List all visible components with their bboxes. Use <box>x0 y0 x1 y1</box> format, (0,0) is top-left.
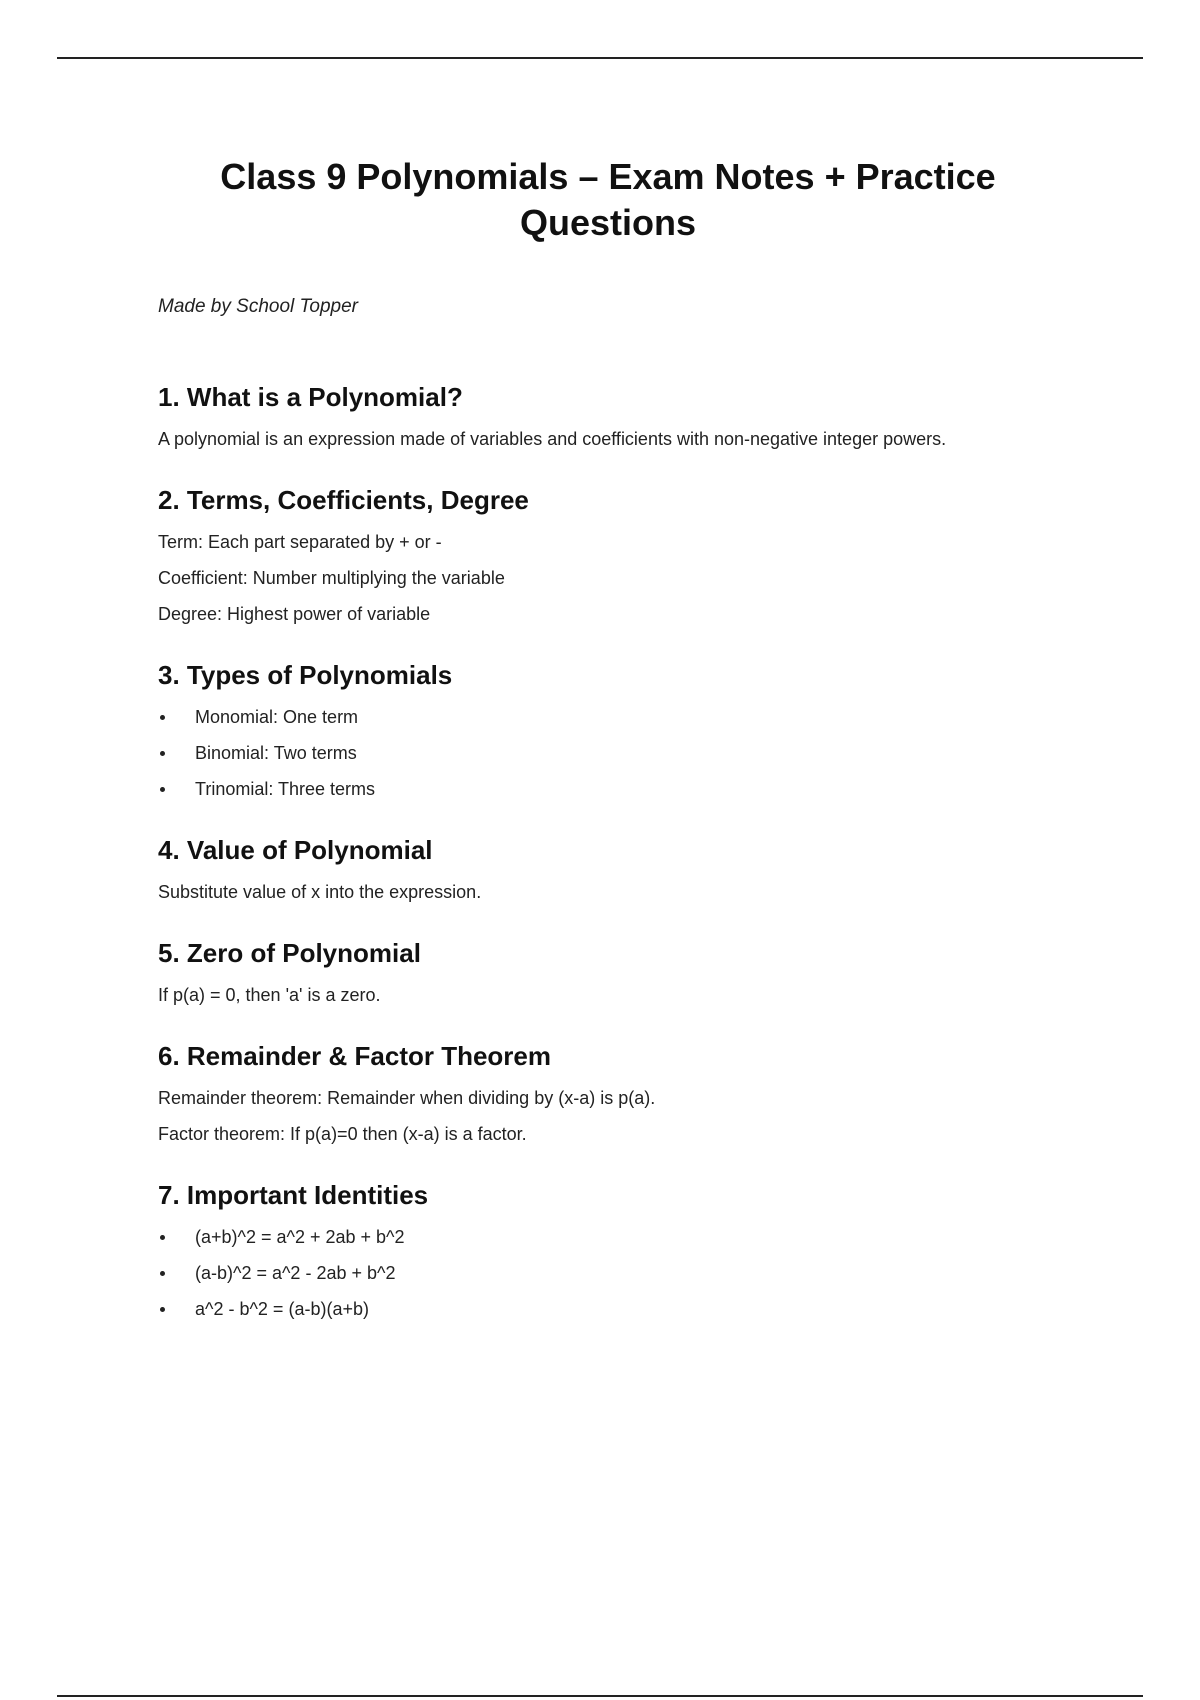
bullet-list <box>158 699 1058 807</box>
section-6 <box>158 1039 1058 1152</box>
byline: Made by School Topper <box>158 296 358 317</box>
list-item <box>158 735 1058 771</box>
document-body <box>158 154 1058 1353</box>
sections <box>158 380 1058 1327</box>
section-3 <box>158 658 1058 807</box>
bullet-list <box>158 1219 1058 1327</box>
section-5 <box>158 936 1058 1013</box>
bullet-icon <box>160 1307 165 1312</box>
section-text: If p(a) = 0, then 'a' is a zero. <box>158 985 381 1005</box>
section-heading: 2. Terms, Coefficients, Degree <box>158 485 529 515</box>
section-text: Substitute value of x into the expression. <box>158 882 482 902</box>
list-item <box>158 1255 1058 1291</box>
top-rule <box>57 57 1143 59</box>
document-title: Class 9 Polynomials – Exam Notes + Practice Questions <box>220 156 996 243</box>
list-item-text: (a-b)^2 = a^2 - 2ab + b^2 <box>195 1263 396 1283</box>
list-item <box>158 1219 1058 1255</box>
section-heading: 1. What is a Polynomial? <box>158 382 463 412</box>
section-text: Term: Each part separated by + or - <box>158 532 442 552</box>
list-item-text: Trinomial: Three terms <box>195 779 376 799</box>
section-heading: 5. Zero of Polynomial <box>158 938 421 968</box>
list-item <box>158 699 1058 735</box>
section-heading: 7. Important Identities <box>158 1180 429 1210</box>
list-item-text: (a+b)^2 = a^2 + 2ab + b^2 <box>195 1227 405 1247</box>
section-1 <box>158 380 1058 457</box>
section-heading: 4. Value of Polynomial <box>158 835 433 865</box>
bullet-icon <box>160 751 165 756</box>
section-text: Degree: Highest power of variable <box>158 604 431 624</box>
bullet-icon <box>160 715 165 720</box>
section-4 <box>158 833 1058 910</box>
section-text: Remainder theorem: Remainder when dividing by (x-a) is p(a). <box>158 1088 656 1108</box>
list-item-text: a^2 - b^2 = (a-b)(a+b) <box>195 1299 369 1319</box>
bullet-icon <box>160 1235 165 1240</box>
list-item <box>158 1291 1058 1327</box>
section-heading: 3. Types of Polynomials <box>158 660 453 690</box>
bottom-rule <box>57 1695 1143 1697</box>
list-item <box>158 771 1058 807</box>
section-2 <box>158 483 1058 632</box>
list-item-text: Monomial: One term <box>195 707 359 727</box>
bullet-icon <box>160 1271 165 1276</box>
section-text: Coefficient: Number multiplying the variable <box>158 568 505 588</box>
bullet-icon <box>160 787 165 792</box>
section-heading: 6. Remainder & Factor Theorem <box>158 1041 551 1071</box>
section-7 <box>158 1178 1058 1327</box>
section-text: A polynomial is an expression made of variables and coefficients with non-negative integer powers. <box>158 429 947 449</box>
list-item-text: Binomial: Two terms <box>195 743 357 763</box>
section-text: Factor theorem: If p(a)=0 then (x-a) is a factor. <box>158 1124 527 1144</box>
